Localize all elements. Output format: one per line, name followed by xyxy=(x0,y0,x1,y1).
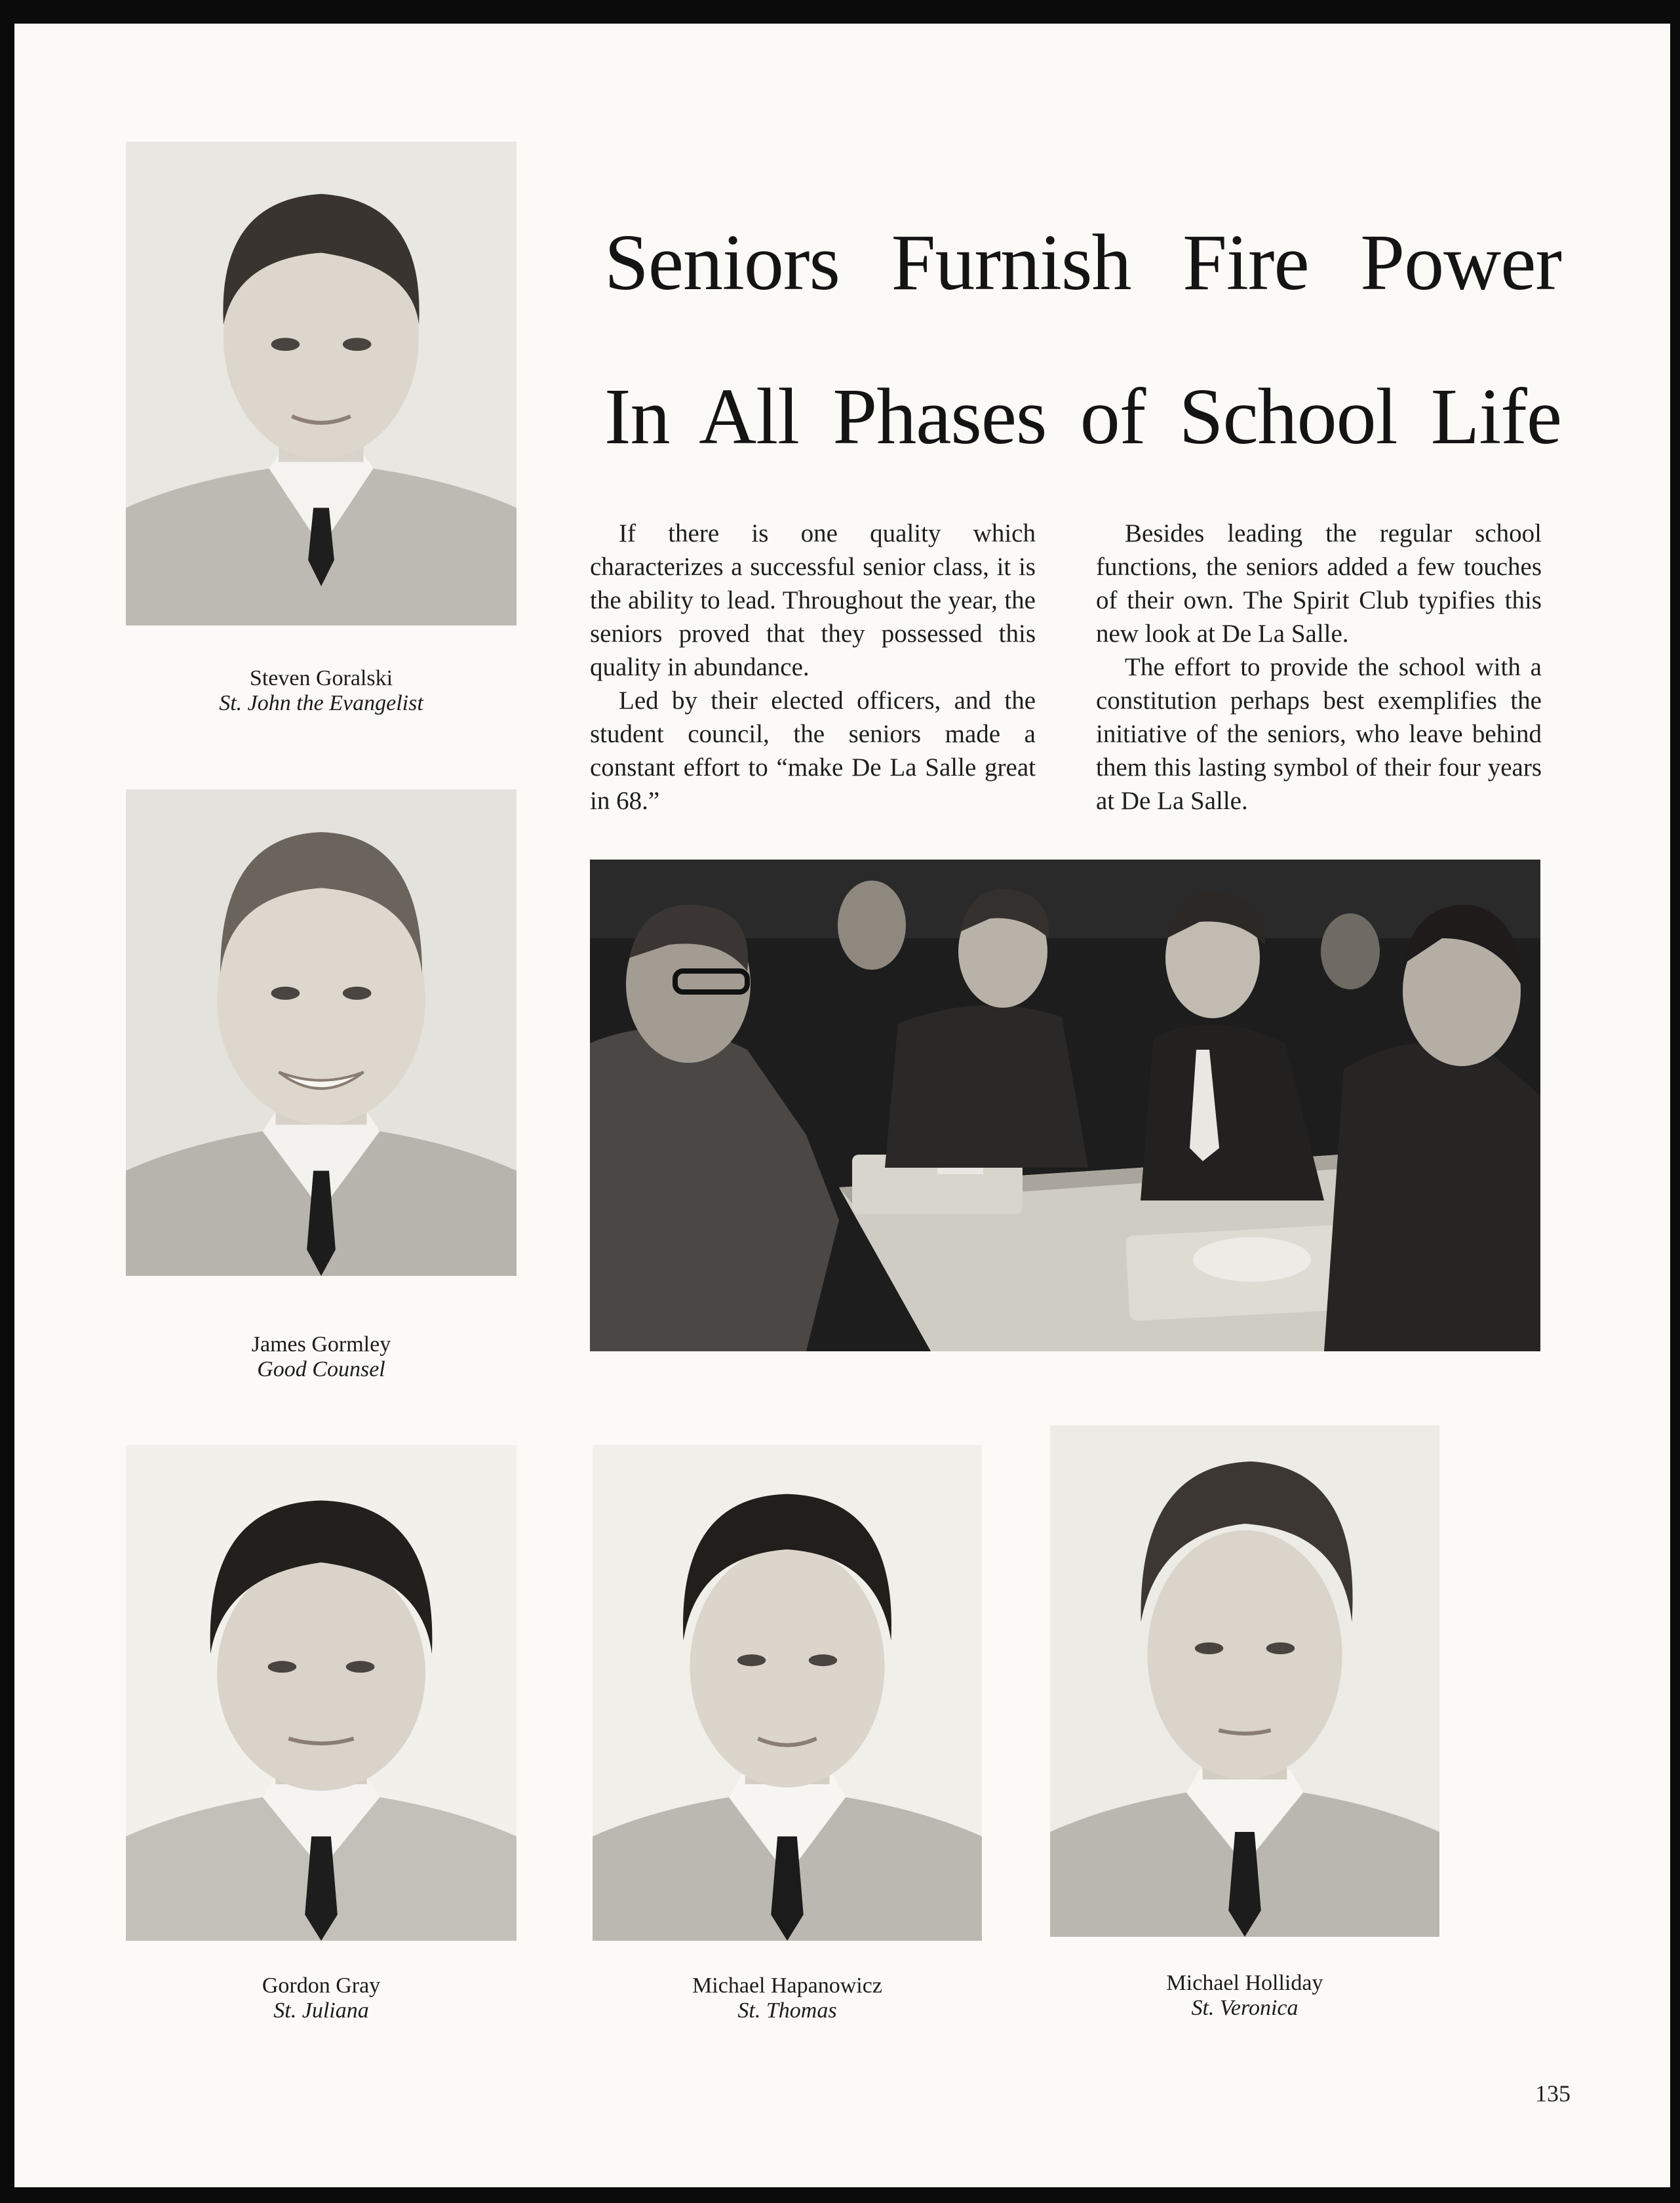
senior-parish: St. John the Evangelist xyxy=(219,691,423,715)
senior-parish: St. Thomas xyxy=(737,1998,837,2023)
article-paragraph: Led by their elected officers, and the student council, the seniors made a constant effort to “make De La Salle great in 68.” xyxy=(590,686,1036,815)
headline-line-1: Seniors Furnish Fire Power xyxy=(604,218,1561,307)
caption-steven-goralski xyxy=(126,666,517,716)
article-paragraph: Besides leading the regular school functions, the seniors added a few touches of their own. The Spirit Club typifies this new look at De La Salle. xyxy=(1096,519,1542,648)
senior-name: Michael Hapanowicz xyxy=(692,1974,882,1998)
senior-parish: St. Veronica xyxy=(1191,1996,1299,2020)
cafeteria-photo xyxy=(590,860,1540,1351)
page-number: 135 xyxy=(1535,2080,1571,2107)
senior-name: Michael Holliday xyxy=(1166,1971,1323,1995)
caption-michael-hapanowicz xyxy=(593,1974,982,2023)
portrait-michael-holliday xyxy=(1050,1425,1439,1937)
headline-line-2: In All Phases of School Life xyxy=(604,372,1561,461)
yearbook-page xyxy=(14,24,1670,2187)
article-paragraph: The effort to provide the school with a constitution perhaps best exemplifies the initiative of the seniors, who leave behind them this lasting symbol of their four years at De La Salle. xyxy=(1096,653,1542,815)
article-column-2 xyxy=(1096,517,1542,818)
caption-michael-holliday xyxy=(1050,1971,1439,2021)
senior-name: Steven Goralski xyxy=(249,666,393,690)
senior-name: Gordon Gray xyxy=(262,1974,381,1998)
senior-parish: St. Juliana xyxy=(273,1998,369,2023)
portrait-james-gormley xyxy=(126,789,517,1276)
senior-parish: Good Counsel xyxy=(257,1357,385,1381)
portrait-steven-goralski xyxy=(126,142,517,625)
article-column-1 xyxy=(590,517,1036,818)
caption-james-gormley xyxy=(126,1332,517,1382)
caption-gordon-gray xyxy=(126,1974,517,2023)
senior-name: James Gormley xyxy=(251,1332,391,1357)
portrait-michael-hapanowicz xyxy=(593,1445,982,1941)
article-paragraph: If there is one quality which characterizes a successful senior class, it is the ability to lead. Throughout the year, the seniors proved that they possessed this quality in abundance. xyxy=(590,519,1036,681)
portrait-gordon-gray xyxy=(126,1445,517,1941)
